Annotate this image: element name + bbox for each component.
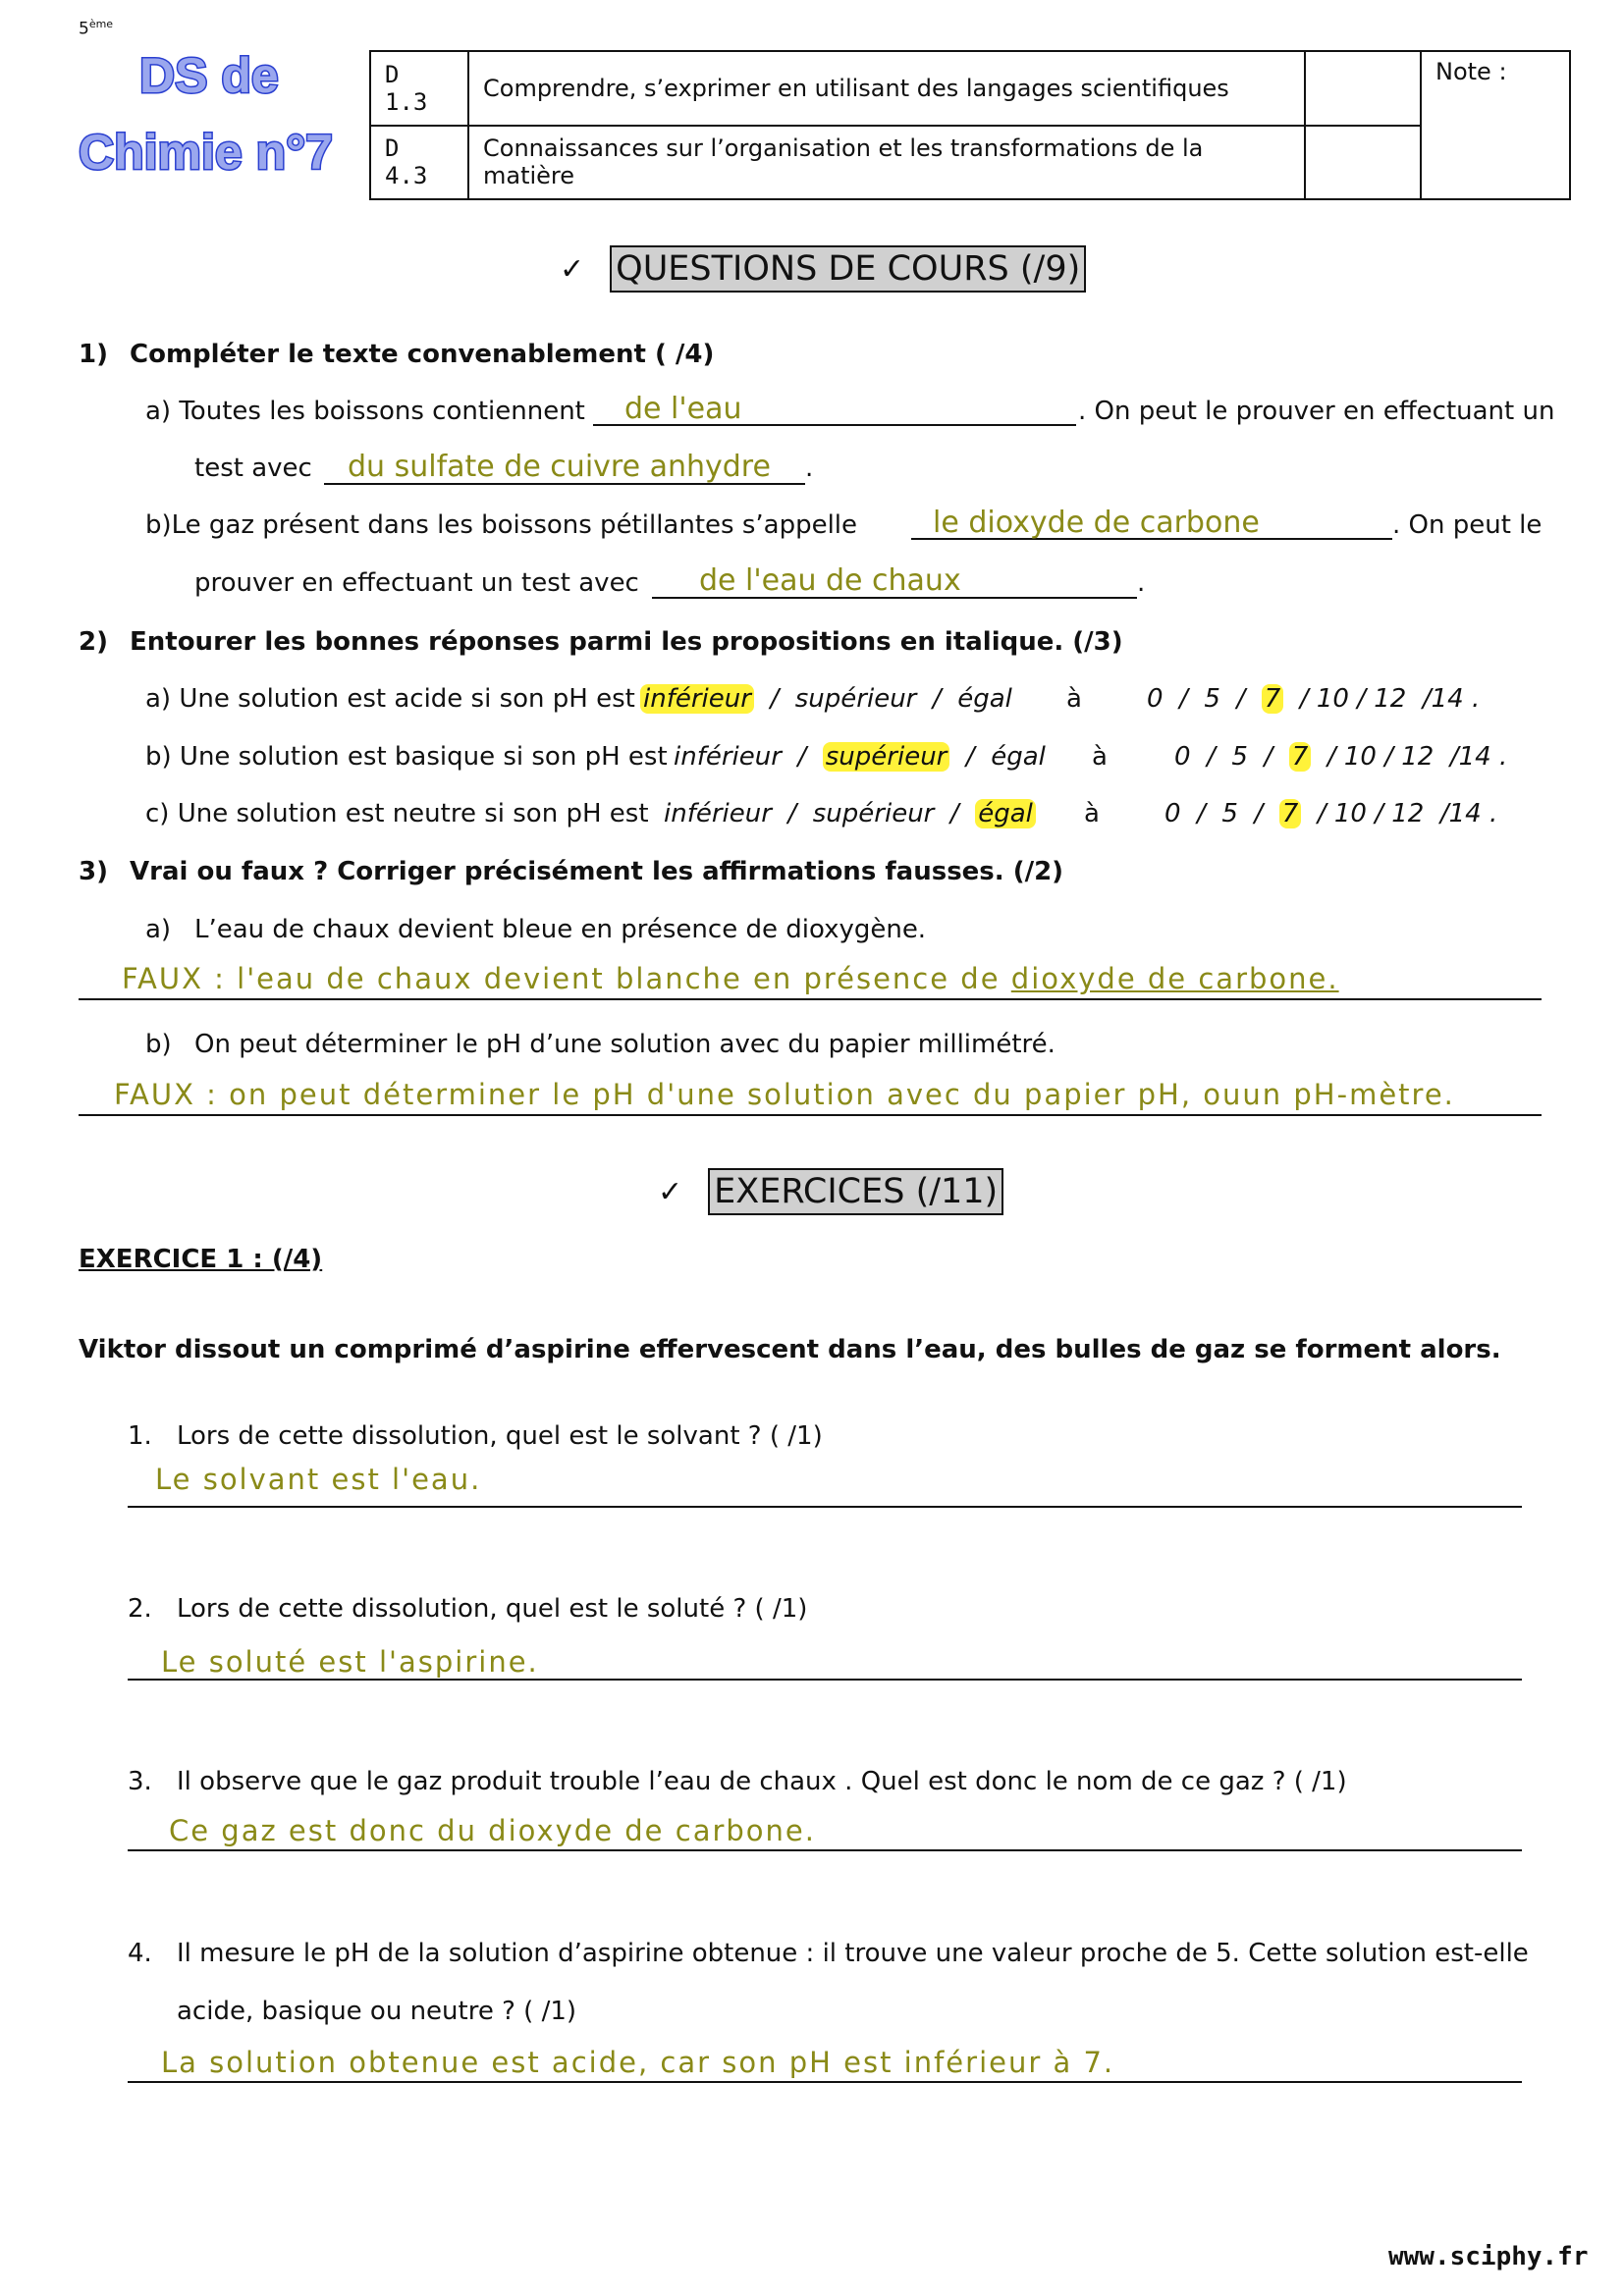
value-5[interactable]: 5 (1204, 684, 1220, 714)
section-questions-de-cours (560, 245, 1086, 293)
ex1-item4-answer: La solution obtenue est acide, car son pH est inférieur à 7. (161, 2046, 1115, 2079)
check-icon: ✓ (658, 1174, 683, 1209)
choice-inferieur[interactable]: inférieur (640, 684, 754, 714)
q3a-label: a) (145, 915, 172, 944)
value-rest: / 10 / 12 /14 . (1317, 799, 1498, 828)
section-title: EXERCICES (/11) (708, 1168, 1003, 1215)
q2c-prefix: c) Une solution est neutre si son pH est (145, 799, 649, 828)
choice-egal[interactable]: égal (957, 684, 1012, 714)
criterion-label-1: Comprendre, s’exprimer en utilisant des langages scientifiques (468, 51, 1305, 126)
value-5[interactable]: 5 (1231, 742, 1248, 772)
q2c-values: 0 / 5 / 7 / 10 / 12 /14 . (1164, 799, 1498, 828)
ex1-item1-line[interactable] (128, 1506, 1522, 1508)
q2c-a: à (1084, 799, 1100, 828)
question-3-title: 3) Vrai ou faux ? Corriger précisément les affirmations fausses. (/2) (79, 857, 1064, 886)
q2b-choices: inférieur / supérieur / égal (674, 742, 1046, 772)
q3b-text: On peut déterminer le pH d’une solution avec du papier millimétré. (194, 1030, 1056, 1059)
logo-line1: DS de (139, 48, 279, 103)
q1a2-answer: du sulfate de cuivre anhydre (348, 450, 771, 484)
q2b-a: à (1092, 742, 1108, 772)
logo-line2: Chimie n°7 (79, 125, 333, 180)
question-1-title: 1) Compléter le texte convenablement ( /4) (79, 340, 715, 369)
value-0[interactable]: 0 (1147, 684, 1164, 714)
q3a-answer: FAUX : l'eau de chaux devient blanche en présence de dioxyde de carbone. (122, 962, 1339, 995)
value-7[interactable]: 7 (1262, 684, 1284, 714)
ex1-item2-line[interactable] (128, 1679, 1522, 1681)
q2a-a: à (1066, 684, 1082, 714)
ex1-item2-answer: Le soluté est l'aspirine. (161, 1645, 539, 1679)
exercise-1-intro: Viktor dissout un comprimé d’aspirine effervescent dans l’eau, des bulles de gaz se forment alors. (79, 1335, 1501, 1364)
q1a2-suffix: . (805, 454, 814, 483)
q3b-answer-line[interactable] (79, 1114, 1542, 1116)
choice-inferieur[interactable]: inférieur (664, 799, 772, 828)
ex1-item1-num: 1. (128, 1421, 152, 1451)
q2b-prefix: b) Une solution est basique si son pH est (145, 742, 668, 772)
value-0[interactable]: 0 (1174, 742, 1191, 772)
criterion-grade-1[interactable] (1305, 51, 1421, 126)
q2b-values: 0 / 5 / 7 / 10 / 12 /14 . (1174, 742, 1508, 772)
ex1-item1-answer: Le solvant est l'eau. (155, 1463, 482, 1496)
choice-inferieur[interactable]: inférieur (674, 742, 782, 772)
value-7[interactable]: 7 (1289, 742, 1312, 772)
exercise-1-title: EXERCICE 1 : (/4) (79, 1245, 323, 1274)
q1a-answer: de l'eau (624, 392, 742, 426)
ex1-item3-num: 3. (128, 1767, 152, 1796)
q2a-values: 0 / 5 / 7 / 10 / 12 /14 . (1147, 684, 1481, 714)
q2a-choices: inférieur / supérieur / égal (640, 684, 1012, 714)
choice-egal[interactable]: égal (991, 742, 1046, 772)
q1b-prefix: b)Le gaz présent dans les boissons pétillantes s’appelle (145, 510, 858, 540)
criterion-code-1: D 1.3 (370, 51, 468, 126)
q1b2-prefix: prouver en effectuant un test avec (194, 568, 639, 598)
q2c-choices: inférieur / supérieur / égal (664, 799, 1036, 828)
ex1-item3-answer: Ce gaz est donc du dioxyde de carbone. (169, 1814, 816, 1847)
section-title: QUESTIONS DE COURS (/9) (610, 245, 1086, 293)
q1a-suffix: . On peut le prouver en effectuant un (1078, 397, 1555, 426)
ex1-item4-question-2: acide, basique ou neutre ? ( /1) (177, 1997, 577, 2026)
q1a-prefix: a) Toutes les boissons contiennent (145, 397, 585, 426)
footer-site[interactable]: www.sciphy.fr (1388, 2242, 1589, 2271)
choice-superieur[interactable]: supérieur (812, 799, 935, 828)
note-cell[interactable]: Note : (1421, 51, 1570, 199)
ds-logo (77, 47, 371, 194)
value-rest: / 10 / 12 /14 . (1326, 742, 1508, 772)
q3a-text: L’eau de chaux devient bleue en présence de dioxygène. (194, 915, 927, 944)
choice-superieur[interactable]: supérieur (794, 684, 917, 714)
q1b2-suffix: . (1137, 568, 1146, 598)
q3a-answer-line[interactable] (79, 998, 1542, 1000)
ex1-item4-num: 4. (128, 1939, 152, 1968)
q3b-label: b) (145, 1030, 172, 1059)
ex1-item2-num: 2. (128, 1594, 152, 1624)
ex1-item3-line[interactable] (128, 1849, 1522, 1851)
ex1-item3-question: Il observe que le gaz produit trouble l’eau de chaux . Quel est donc le nom de ce gaz ? ( /1) (177, 1767, 1347, 1796)
section-exercices (658, 1168, 1003, 1215)
q2a-prefix: a) Une solution est acide si son pH est (145, 684, 635, 714)
choice-egal[interactable]: égal (975, 799, 1036, 828)
q1a2-prefix: test avec (194, 454, 312, 483)
choice-superieur[interactable]: supérieur (823, 742, 950, 772)
criterion-grade-2[interactable] (1305, 126, 1421, 200)
criteria-table (369, 50, 1571, 200)
ex1-item4-line[interactable] (128, 2081, 1522, 2083)
ex1-item1-question: Lors de cette dissolution, quel est le solvant ? ( /1) (177, 1421, 823, 1451)
value-rest: / 10 / 12 /14 . (1299, 684, 1481, 714)
value-7[interactable]: 7 (1279, 799, 1302, 828)
value-0[interactable]: 0 (1164, 799, 1181, 828)
value-5[interactable]: 5 (1221, 799, 1238, 828)
criterion-code-2: D 4.3 (370, 126, 468, 200)
q1b-suffix: . On peut le (1392, 510, 1543, 540)
q1b-answer: le dioxyde de carbone (933, 506, 1260, 540)
q1b2-answer: de l'eau de chaux (699, 563, 961, 598)
question-2-title: 2) Entourer les bonnes réponses parmi les propositions en italique. (/3) (79, 627, 1123, 657)
check-icon: ✓ (560, 251, 585, 287)
ex1-item4-question: Il mesure le pH de la solution d’aspirine obtenue : il trouve une valeur proche de 5. Cette solution est-elle (177, 1939, 1529, 1968)
ex1-item2-question: Lors de cette dissolution, quel est le soluté ? ( /1) (177, 1594, 808, 1624)
class-level: 5ème (79, 18, 114, 39)
q3b-answer: FAUX : on peut déterminer le pH d'une solution avec du papier pH, ouun pH-mètre. (114, 1078, 1455, 1111)
criterion-label-2: Connaissances sur l’organisation et les transformations de la matière (468, 126, 1305, 200)
